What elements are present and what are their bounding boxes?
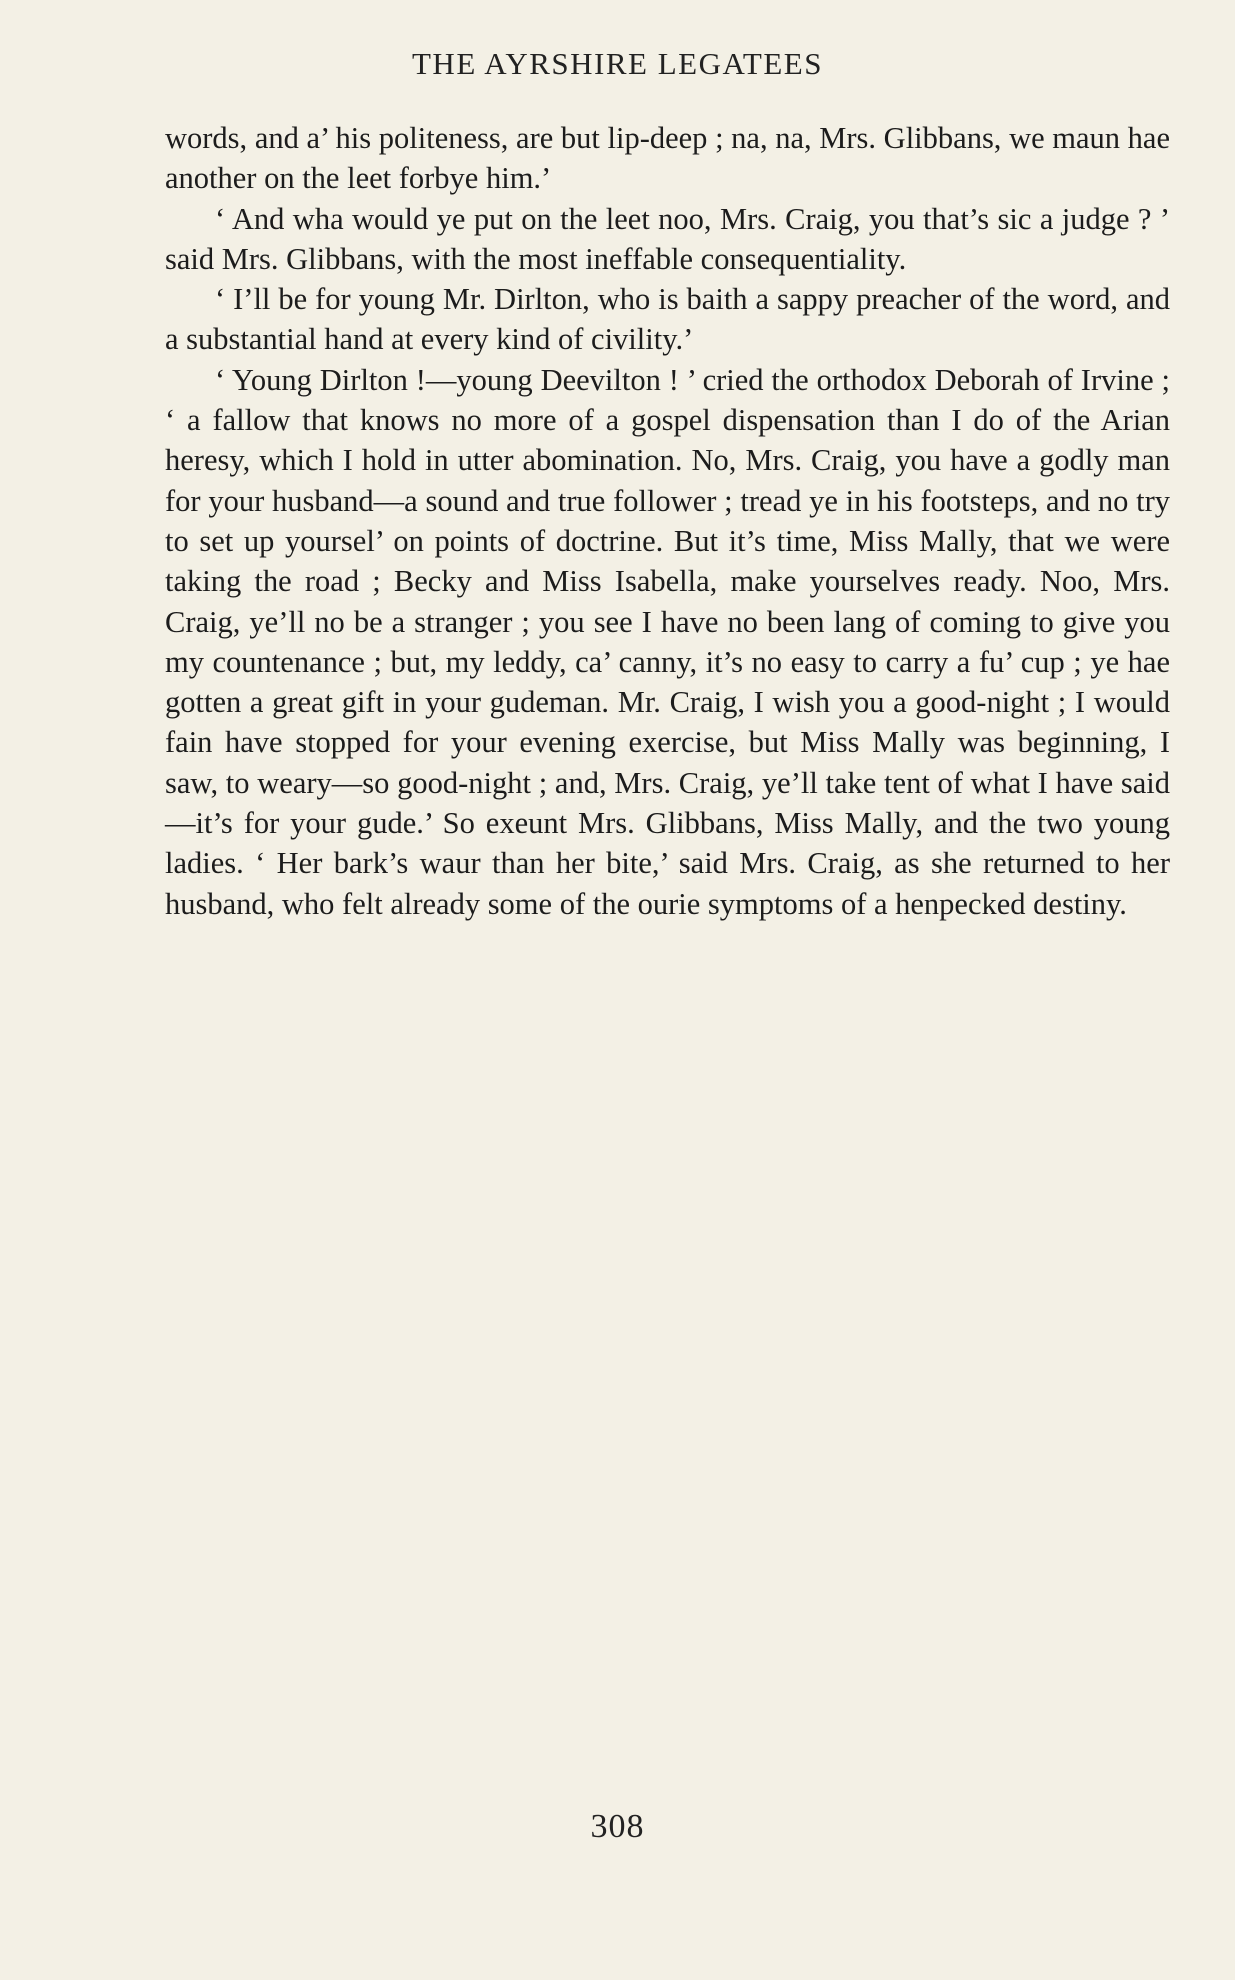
page-number: 308 [590, 1808, 645, 1845]
running-head-title: THE AYRSHIRE LEGATEES [412, 46, 823, 81]
paragraph-dialogue-3: ‘ Young Dirlton !—young Deevilton ! ’ cried the orthodox Deborah of Irvine ; ‘ a fallow that knows no more of a gospel dispensation than I do of the Arian heresy, which I hold in utter abomination. No, Mrs. Craig, you have a godly man for your husband—a sound and true follower ; tread ye in his footsteps, and no try to set up yoursel’ on points of doctrine. But it’s time, Miss Mally, that we were taking the road ; Becky and Miss Isabella, make yourselves ready. Noo, Mrs. Craig, ye’ll no be a stranger ; you see I have no been lang of coming to give you my countenance ; but, my leddy, ca’ canny, it’s no easy to carry a fu’ cup ; ye hae gotten a great gift in your gudeman. Mr. Craig, I wish you a good-night ; I would fain have stopped for your evening exercise, but Miss Mally was beginning, I saw, to weary—so good-night ; and, Mrs. Craig, ye’ll take tent of what I have said—it’s for your gude.’ So exeunt Mrs. Glibbans, Miss Mally, and the two young ladies. ‘ Her bark’s waur than her bite,’ said Mrs. Craig, as she returned to her husband, who felt already some of the ourie symptoms of a henpecked destiny. [165, 362, 1170, 921]
paragraph-dialogue-2: ‘ I’ll be for young Mr. Dirlton, who is baith a sappy preacher of the word, and a substantial hand at every kind of civility.’ [165, 282, 1170, 357]
paragraph-dialogue-1: ‘ And wha would ye put on the leet noo, Mrs. Craig, you that’s sic a judge ? ’ said Mrs. Glibbans, with the most ineffable consequentiality. [165, 201, 1170, 276]
body-text [165, 118, 1170, 924]
paragraph-continuation: words, and a’ his politeness, are but lip-deep ; na, na, Mrs. Glibbans, we maun hae another on the leet forbye him.’ [165, 121, 1170, 196]
